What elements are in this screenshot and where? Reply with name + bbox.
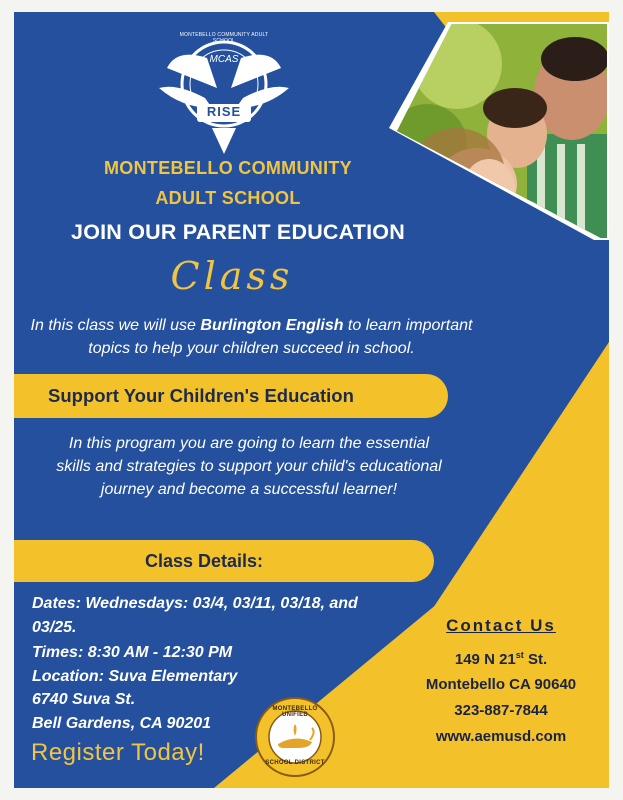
address-suffix: st bbox=[515, 650, 524, 660]
contact-city: Montebello CA 90640 bbox=[425, 676, 577, 693]
address-end: St. bbox=[523, 651, 548, 668]
city: Bell Gardens, CA 90201 bbox=[32, 714, 212, 732]
flyer bbox=[14, 12, 609, 788]
address-number: 149 N 21 bbox=[454, 651, 516, 668]
school-name-line2: ADULT SCHOOL bbox=[155, 188, 301, 208]
times: Times: 8:30 AM - 12:30 PM bbox=[32, 644, 233, 661]
intro-after: to learn important topics to help your children succeed in school. bbox=[88, 317, 473, 357]
register-today-cta: Register Today! bbox=[31, 739, 205, 766]
contact-website[interactable]: www.aemusd.com bbox=[435, 728, 567, 745]
intro-paragraph bbox=[14, 314, 489, 360]
dates-line1: Dates: Wednesdays: 03/4, 03/11, 03/18, and bbox=[32, 595, 358, 612]
details-heading: Class Details: bbox=[144, 551, 264, 571]
logo-monogram: MCAS bbox=[209, 54, 239, 65]
contact-phone: 323-887-7844 bbox=[454, 702, 548, 719]
program-paragraph bbox=[14, 432, 484, 501]
support-heading-pill bbox=[14, 374, 448, 418]
logo-banner: RISE bbox=[206, 104, 242, 119]
location: Location: Suva Elementary bbox=[32, 667, 238, 685]
intro-before: In this class we will use bbox=[30, 317, 201, 334]
street: 6740 Suva St. bbox=[32, 691, 136, 708]
dates-line2: 03/25. bbox=[32, 618, 77, 636]
seal-bottom-text: SCHOOL DISTRICT bbox=[265, 760, 325, 766]
intro-emphasis: Burlington English bbox=[200, 317, 344, 334]
contact-title: Contact Us bbox=[446, 616, 556, 635]
program-line2: skills and strategies to support your child's educational bbox=[56, 458, 442, 475]
contact-address bbox=[396, 650, 606, 668]
headline: JOIN OUR PARENT EDUCATION bbox=[71, 220, 405, 244]
class-script-title: Class bbox=[170, 254, 294, 298]
seal-top-text: MONTEBELLO UNIFIED bbox=[272, 706, 318, 718]
phoenix-emblem-icon bbox=[157, 28, 291, 156]
school-name-line1: MONTEBELLO COMMUNITY bbox=[104, 158, 352, 178]
program-line1: In this program you are going to learn the essential bbox=[68, 435, 430, 452]
logo-ring-text: MONTEBELLO COMMUNITY ADULT SCHOOL bbox=[179, 32, 269, 44]
class-details bbox=[32, 592, 412, 735]
details-heading-pill bbox=[14, 540, 434, 582]
support-heading: Support Your Children's Education bbox=[48, 385, 354, 406]
program-line3: journey and become a successful learner! bbox=[100, 481, 398, 498]
